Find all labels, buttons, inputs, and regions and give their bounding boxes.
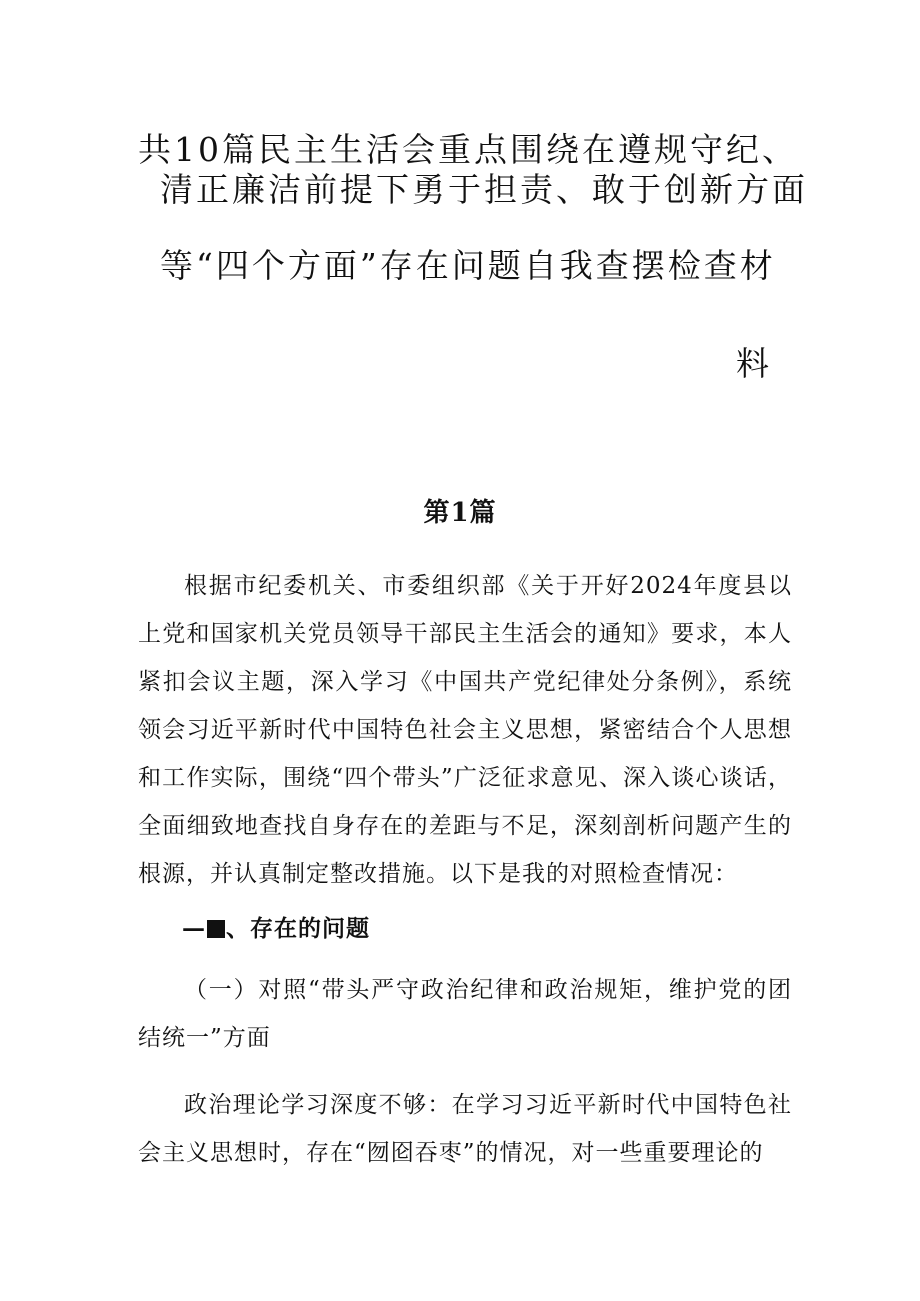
document-title-line-2: 清正廉洁前提下勇于担责、敢于创新方面 [160, 170, 808, 209]
section-heading [182, 909, 370, 949]
document-title-line-1: 共10篇民主生活会重点围绕在遵规守纪、 [138, 130, 798, 169]
document-title-line-4: 料 [736, 344, 772, 383]
black-square-icon [207, 920, 225, 938]
chapter-heading: 第1篇 [423, 498, 497, 528]
subsection-heading: （一）对照“带头严守政治纪律和政治规矩，维护党的团结统一”方面 [138, 977, 792, 1051]
body-paragraph-2: 政治理论学习深度不够：在学习习近平新时代中国特色社会主义思想时，存在“囫囵吞枣”的情况，对一些重要理论的 [138, 1092, 792, 1166]
document-title-line-3: 等“四个方面”存在问题自我查摆检查材 [160, 246, 776, 285]
section-heading-text: 、存在的问题 [226, 915, 370, 942]
section-heading-prefix: — [182, 915, 206, 942]
intro-paragraph: 根据市纪委机关、市委组织部《关于开好2024年度县以上党和国家机关党员领导干部民主生活会的通知》要求，本人紧扣会议主题，深入学习《中国共产党纪律处分条例》，系统领会习近平新时代中国特色社会主义思想，紧密结合个人思想和工作实际，围绕“四个带头”广泛征求意见、深入谈心谈话，全面细致地查找自身存在的差距与不足，深刻剖析问题产生的根源，并认真制定整改措施。以下是我的对照检查情况： [138, 573, 792, 887]
